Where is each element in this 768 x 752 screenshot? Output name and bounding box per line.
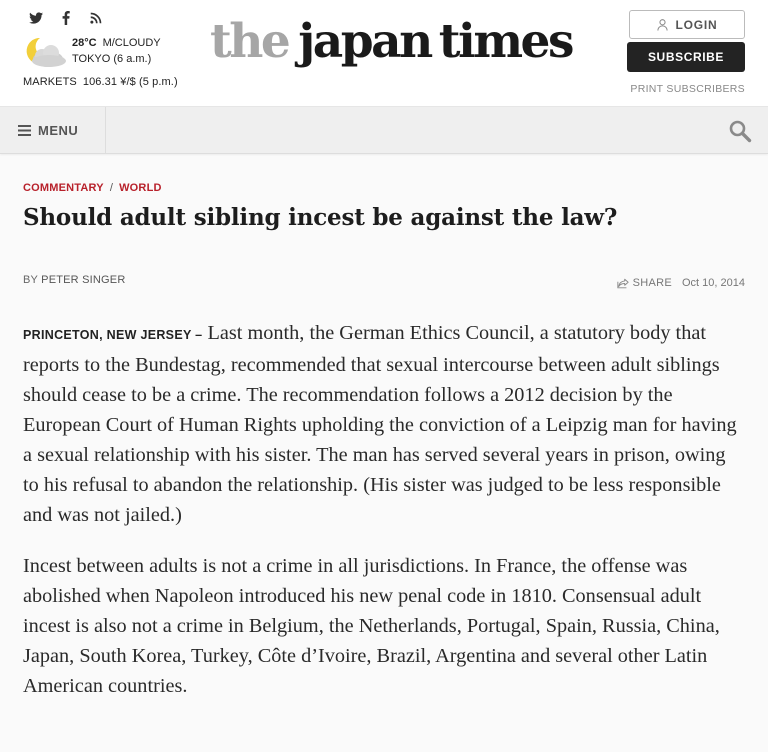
article-meta [23,274,745,304]
breadcrumb-world[interactable]: WORLD [119,182,162,194]
moon-cloud-icon [16,34,70,70]
user-icon [657,19,668,31]
facebook-icon[interactable] [58,10,74,26]
weather-text [72,35,161,67]
article-body [23,318,745,701]
logo-japan: japan [298,14,431,69]
site-logo[interactable] [210,10,572,74]
author-link[interactable]: PETER SINGER [41,274,126,286]
menu-button[interactable] [0,107,106,153]
share-label: SHARE [632,277,672,289]
menu-label: MENU [38,122,79,138]
byline [23,274,125,286]
share-icon [617,278,629,289]
breadcrumb [23,182,745,194]
social-links [28,10,104,26]
paragraph-text: Incest between adults is not a crime in all jurisdictions. In France, the offense was abolished when Napoleon introduced his new penal code in 1810. Consensual adult incest is also not a crime in Belgium, the Netherlands, Portugal, Spain, Russia, China, Japan, South Korea, Turkey, Côte d’Ivoire, Brazil, Argentina and several other Latin American countries. [23,555,720,697]
article-title: Should adult sibling incest be against the law? [23,204,618,231]
markets-time: (5 p.m.) [139,76,178,88]
paragraph [23,318,745,530]
weather-temp: 28°C [72,37,97,49]
article [0,155,768,722]
share-button[interactable] [617,277,672,289]
logo-the: the [210,14,289,69]
twitter-icon[interactable] [28,10,44,26]
byline-prefix: BY [23,274,38,286]
paragraph-text: Last month, the German Ethics Council, a statutory body that reports to the Bundestag, recommended that sexual intercourse between adult siblings should cease to be a crime. The recommendation follows a 2012 decision by the European Court of Human Rights upholding the conviction of a Leipzig man for having a sexual relationship with his sister. The man has served several years in prison, owing to his refusal to abandon the relationship. (His sister was judged to be less responsible and was not jailed.) [23,322,737,526]
breadcrumb-commentary[interactable]: COMMENTARY [23,182,104,194]
print-subscribers-link[interactable]: PRINT SUBSCRIBERS [630,83,745,95]
weather-condition: M/CLOUDY [102,37,161,49]
login-label: LOGIN [675,17,718,32]
markets-label: MARKETS [23,76,77,88]
weather-widget [16,34,161,70]
article-date: Oct 10, 2014 [682,277,745,289]
site-header [0,0,768,107]
subscribe-button[interactable]: SUBSCRIBE [627,42,745,72]
weather-location: TOKYO [72,53,111,65]
meta-right [617,277,745,289]
nav-bar [0,107,768,154]
paragraph [23,551,745,701]
search-icon[interactable] [728,119,752,143]
logo-times: times [438,14,572,69]
markets-ticker[interactable] [23,76,178,88]
rss-icon[interactable] [88,10,104,26]
breadcrumb-separator: / [109,182,114,194]
login-button[interactable] [629,10,745,39]
hamburger-icon [18,125,31,136]
dateline: PRINCETON, NEW JERSEY – [23,328,203,342]
weather-time: (6 a.m.) [113,53,152,65]
markets-value: 106.31 ¥/$ [82,76,136,88]
